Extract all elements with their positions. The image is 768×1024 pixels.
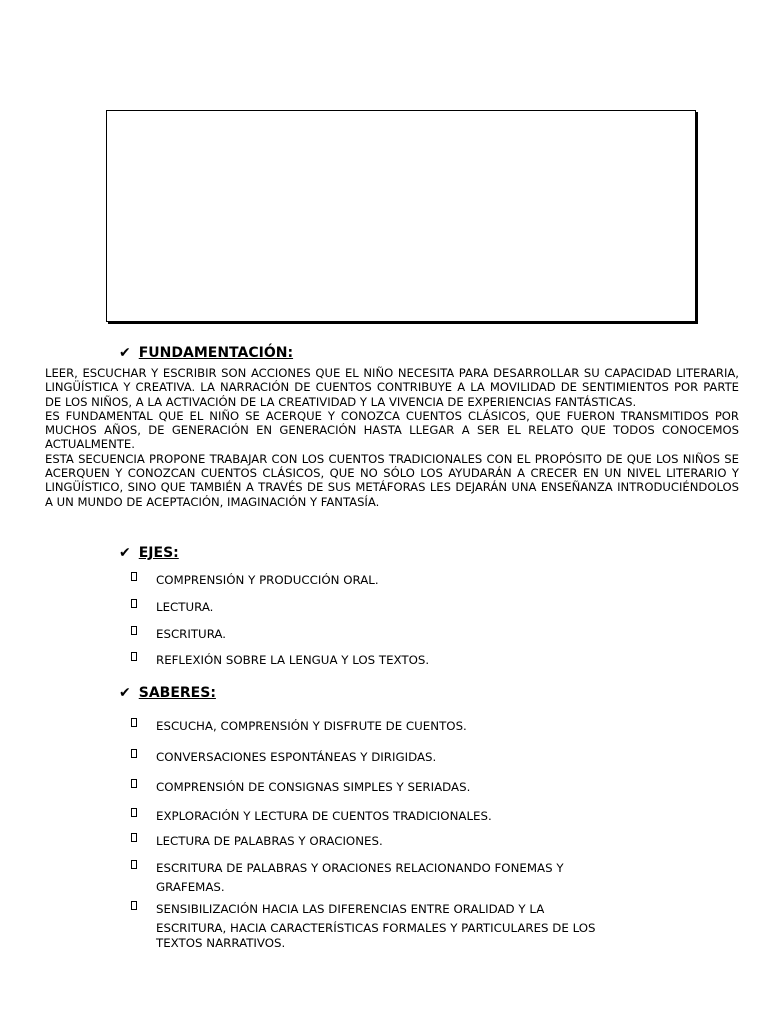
- list-item-text: SENSIBILIZACIÓN HACIA LAS DIFERENCIAS ENTRE ORALIDAD Y LA: [156, 902, 545, 916]
- list-item-text: ESCRITURA.: [156, 627, 227, 641]
- list-item-text: ESCUCHA, COMPRENSIÓN Y DISFRUTE DE CUENTOS.: [156, 719, 467, 733]
- square-bullet-icon: [131, 808, 137, 817]
- fundamentacion-title: FUNDAMENTACIÓN:: [138, 345, 294, 361]
- fundamentacion-body: [45, 366, 739, 509]
- list-item-text: ESCRITURA, HACIA CARACTERÍSTICAS FORMALES Y PARTICULARES DE LOS: [156, 921, 596, 935]
- fundamentacion-heading: [119, 345, 293, 361]
- square-bullet-icon: [131, 652, 137, 661]
- square-bullet-icon: [131, 779, 137, 788]
- paragraph: ESTA SECUENCIA PROPONE TRABAJAR CON LOS CUENTOS TRADICIONALES CON EL PROPÓSITO DE QUE LOS NIÑOS SE ACERQUEN Y CONOZCAN CUENTOS CLÁSICOS, QUE NO SÓLO LOS AYUDARÁN A CRECER EN UN NIVEL LITERARIO Y LINGÜÍSTICO, SINO QUE TAMBIÉN A TRAVÉS DE SUS METÁFORAS LES DEJARÁN UNA ENSEÑANZA INTRODUCIÉNDOLOS A UN MUNDO DE ACEPTACIÓN, IMAGINACIÓN Y FANTASÍA.: [45, 451, 739, 509]
- paragraph: LEER, ESCUCHAR Y ESCRIBIR SON ACCIONES QUE EL NIÑO NECESITA PARA DESARROLLAR SU CAPACIDAD LITERARIA, LINGÜÍSTICA Y CREATIVA. LA NARRACIÓN DE CUENTOS CONTRIBUYE A LA MOVILIDAD DE SENTIMIENTOS POR PARTE DE LOS NIÑOS, A LA ACTIVACIÓN DE LA CREATIVIDAD Y LA VIVENCIA DE EXPERIENCIAS FANTÁSTICAS.: [45, 366, 739, 409]
- check-icon: ✔: [119, 545, 131, 561]
- list-item-text: COMPRENSIÓN Y PRODUCCIÓN ORAL.: [156, 573, 379, 587]
- list-item-text: ESCRITURA DE PALABRAS Y ORACIONES RELACIONANDO FONEMAS Y: [156, 861, 564, 875]
- saberes-title: SABERES:: [138, 685, 216, 701]
- list-item-text: LECTURA DE PALABRAS Y ORACIONES.: [156, 834, 383, 848]
- empty-image-frame: [106, 110, 696, 322]
- list-item-text: TEXTOS NARRATIVOS.: [156, 936, 286, 950]
- paragraph: ES FUNDAMENTAL QUE EL NIÑO SE ACERQUE Y CONOZCA CUENTOS CLÁSICOS, QUE FUERON TRANSMITIDOS POR MUCHOS AÑOS, DE GENERACIÓN EN GENERACIÓN HASTA LLEGAR A SER EL RELATO QUE TODOS CONOCEMOS ACTUALMENTE.: [45, 408, 739, 452]
- check-icon: ✔: [119, 345, 131, 361]
- ejes-heading: [119, 545, 179, 561]
- ejes-title: EJES:: [138, 545, 179, 561]
- square-bullet-icon: [131, 599, 137, 608]
- list-item-text: EXPLORACIÓN Y LECTURA DE CUENTOS TRADICIONALES.: [156, 809, 492, 823]
- saberes-heading: [119, 685, 216, 701]
- square-bullet-icon: [131, 901, 137, 910]
- square-bullet-icon: [131, 749, 137, 758]
- list-item-text: REFLEXIÓN SOBRE LA LENGUA Y LOS TEXTOS.: [156, 653, 430, 667]
- check-icon: ✔: [119, 685, 131, 701]
- square-bullet-icon: [131, 626, 137, 635]
- list-item-text: GRAFEMAS.: [156, 880, 225, 894]
- square-bullet-icon: [131, 572, 137, 581]
- square-bullet-icon: [131, 718, 137, 727]
- list-item-text: CONVERSACIONES ESPONTÁNEAS Y DIRIGIDAS.: [156, 750, 437, 764]
- square-bullet-icon: [131, 860, 137, 869]
- list-item-text: COMPRENSIÓN DE CONSIGNAS SIMPLES Y SERIADAS.: [156, 780, 471, 794]
- list-item-text: LECTURA.: [156, 600, 214, 614]
- square-bullet-icon: [131, 833, 137, 842]
